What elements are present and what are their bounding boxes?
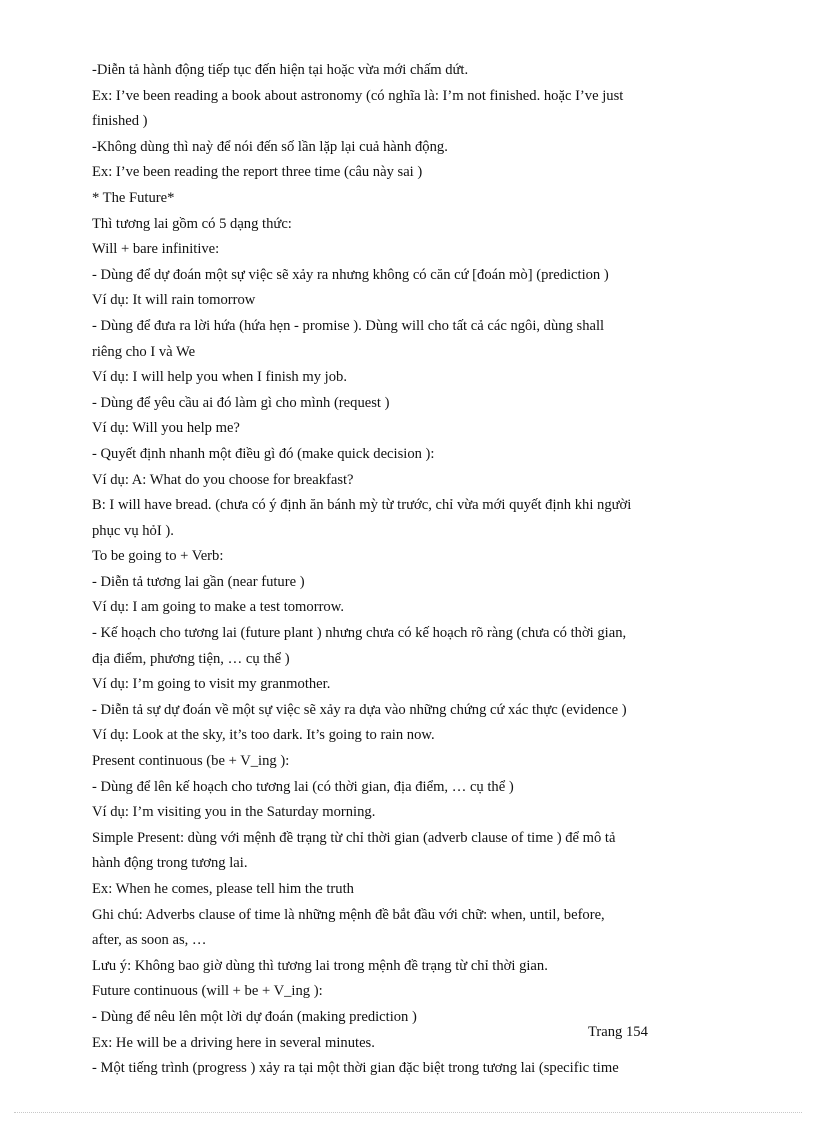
text-line: Ví dụ: I am going to make a test tomorrow. [92, 599, 344, 616]
text-line: Ví dụ: Will you help me? [92, 420, 240, 437]
page-number: Trang 154 [588, 1024, 648, 1040]
text-line: riêng cho I và We [92, 343, 196, 360]
text-line: Ví dụ: Look at the sky, it’s too dark. It’s going to rain now. [92, 727, 435, 744]
subheading: To be going to + Verb: [92, 548, 224, 565]
subheading: Future continuous (will + be + V_ing ): [92, 983, 323, 1000]
text-line: Ví dụ: A: What do you choose for breakfast? [92, 471, 354, 488]
text-line: -Không dùng thì naỳ để nói đến số lần lặp lại cuả hành động. [92, 138, 448, 155]
text-line: - Dùng để dự đoán một sự việc sẽ xảy ra nhưng không có căn cứ [đoán mò] (prediction ) [92, 266, 609, 283]
text-line: - Quyết định nhanh một điều gì đó (make quick decision ): [92, 445, 435, 462]
text-line: B: I will have bread. (chưa có ý định ăn bánh mỳ từ trước, chỉ vừa mới quyết định khi người [92, 497, 632, 514]
text-line: - Dùng để lên kế hoạch cho tương lai (có thời gian, địa điểm, … cụ thể ) [92, 778, 514, 795]
text-line: - Dùng để nêu lên một lời dự đoán (making prediction ) [92, 1008, 417, 1025]
subheading: Will + bare infinitive: [92, 241, 220, 258]
text-line: địa điểm, phương tiện, … cụ thể ) [92, 650, 290, 667]
text-line: - Dùng để đưa ra lời hứa (hứa hẹn - promise ). Dùng will cho tất cả các ngôi, dùng shall [92, 317, 605, 334]
text-line: - Kế hoạch cho tương lai (future plant ) nhưng chưa có kế hoạch rõ ràng (chưa có thời gian, [92, 625, 627, 642]
page-body [92, 58, 702, 1082]
text-line: Ex: He will be a driving here in several minutes. [92, 1034, 375, 1051]
text-line: - Diễn tả tương lai gần (near future ) [92, 573, 305, 590]
text-line: - Một tiếng trình (progress ) xảy ra tại một thời gian đặc biệt trong tương lai (specific time [92, 1060, 619, 1077]
text-line: Ví dụ: It will rain tomorrow [92, 292, 256, 309]
subheading: Present continuous (be + V_ing ): [92, 753, 290, 770]
text-line: - Dùng để yêu cầu ai đó làm gì cho mình (request ) [92, 394, 390, 411]
text-line: after, as soon as, … [92, 932, 207, 949]
text-line: Ví dụ: I will help you when I finish my job. [92, 369, 347, 386]
text-line: Ghi chú: Adverbs clause of time là những mệnh đề bắt đầu với chữ: when, until, before, [92, 906, 605, 923]
text-line: Ex: I’ve been reading the report three time (câu này sai ) [92, 164, 423, 181]
text-line: Ex: I’ve been reading a book about astronomy (có nghĩa là: I’m not finished. hoặc I’ve just [92, 87, 624, 104]
text-line: Thì tương lai gồm có 5 dạng thức: [92, 215, 292, 232]
text-line: finished ) [92, 113, 148, 130]
text-line: Lưu ý: Không bao giờ dùng thì tương lai trong mệnh đề trạng từ chỉ thời gian. [92, 957, 548, 974]
text-line: -Diễn tả hành động tiếp tục đến hiện tại hoặc vừa mới chấm dứt. [92, 62, 469, 78]
section-heading: * The Future* [92, 189, 175, 206]
text-line: Ví dụ: I’m visiting you in the Saturday morning. [92, 804, 376, 821]
text-line: - Diễn tả sự dự đoán về một sự việc sẽ xảy ra dựa vào những chứng cứ xác thực (evidence ) [92, 701, 627, 718]
text-line: phục vụ hỏI ). [92, 522, 174, 539]
text-line: hành động trong tương lai. [92, 855, 248, 872]
text-line: Ví dụ: I’m going to visit my granmother. [92, 676, 331, 693]
text-line: Ex: When he comes, please tell him the truth [92, 881, 354, 897]
text-line: Simple Present: dùng với mệnh đề trạng từ chỉ thời gian (adverb clause of time ) để mô tả [92, 829, 616, 846]
bottom-divider [14, 1112, 802, 1113]
